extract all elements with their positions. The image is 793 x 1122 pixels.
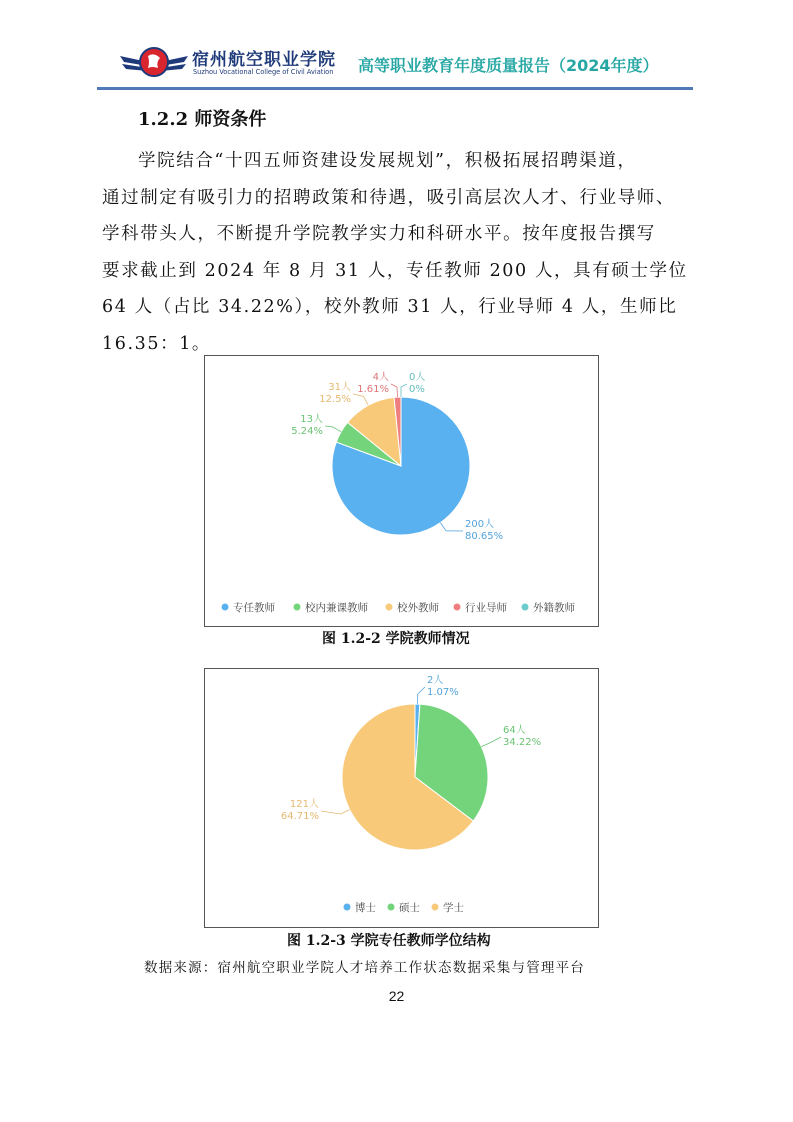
- paragraph-line: 64 人（占比 34.22%），校外教师 31 人，行业导师 4 人，生师比: [102, 297, 678, 317]
- legend-label: 博士: [355, 902, 376, 914]
- legend-marker: [386, 604, 393, 611]
- legend-label: 行业导师: [465, 602, 507, 614]
- data-label-percent: 12.5%: [319, 394, 351, 405]
- figure-caption: 图 1.2-2 学院教师情况: [322, 631, 470, 647]
- degree-structure-chart: [204, 668, 599, 928]
- data-label-count: 64人: [503, 725, 526, 736]
- legend-marker: [344, 904, 351, 911]
- legend-label: 外籍教师: [533, 602, 575, 614]
- label-leader-line: [353, 394, 368, 405]
- report-title: 高等职业教育年度质量报告（2024年度）: [358, 56, 659, 75]
- label-leader-line: [440, 523, 463, 531]
- data-label-count: 121人: [289, 799, 319, 810]
- degree-structure-pie: [205, 669, 598, 927]
- school-name-en: Suzhou Vocational College of Civil Aviation: [193, 68, 334, 76]
- teacher-composition-chart: [204, 355, 599, 627]
- data-label-percent: 34.22%: [503, 737, 542, 748]
- data-label-count: 0人: [409, 372, 426, 383]
- college-logo: [118, 40, 190, 84]
- data-label-percent: 0%: [409, 384, 425, 395]
- body-paragraph: [102, 143, 694, 362]
- data-source-note: 数据来源：宿州航空职业学院人才培养工作状态数据采集与管理平台: [144, 960, 585, 976]
- data-label-percent: 64.71%: [280, 811, 319, 822]
- data-label-percent: 1.61%: [357, 384, 389, 395]
- label-leader-line: [325, 426, 341, 432]
- legend-label: 硕士: [399, 902, 420, 914]
- label-leader-line: [418, 687, 426, 704]
- paragraph-line: 通过制定有吸引力的招聘政策和待遇，吸引高层次人才、行业导师、: [102, 187, 675, 208]
- legend-marker: [454, 604, 461, 611]
- teacher-composition-pie: [205, 356, 598, 626]
- paragraph-line: 要求截止到 2024 年 8 月 31 人，专任教师 200 人，具有硕士学位: [102, 260, 688, 281]
- data-label-percent: 5.24%: [291, 426, 323, 437]
- data-label-count: 2人: [427, 675, 444, 686]
- data-label-count: 31人: [328, 382, 351, 393]
- figure-caption: 图 1.2-3 学院专任教师学位结构: [287, 933, 491, 949]
- data-label-percent: 1.07%: [427, 687, 459, 698]
- section-heading: 1.2.2 师资条件: [138, 109, 267, 130]
- legend-marker: [522, 604, 529, 611]
- paragraph-line: 学科带头人，不断提升学院教学实力和科研水平。按年度报告撰写: [102, 224, 656, 244]
- legend-marker: [432, 904, 439, 911]
- paragraph-line: 学院结合“十四五师资建设发展规划”，积极拓展招聘渠道，: [138, 151, 637, 171]
- page-number: 22: [388, 988, 405, 1004]
- legend-label: 校内兼课教师: [305, 602, 368, 614]
- label-leader-line: [481, 737, 501, 747]
- label-leader-line: [321, 810, 350, 815]
- legend-label: 学士: [443, 902, 464, 914]
- data-label-count: 4人: [372, 372, 389, 383]
- school-name: 宿州航空职业学院: [192, 50, 336, 70]
- label-leader-line: [401, 384, 407, 397]
- data-label-percent: 80.65%: [465, 531, 504, 542]
- data-label-count: 13人: [300, 414, 323, 425]
- legend-marker: [222, 604, 229, 611]
- header-divider: [97, 87, 693, 90]
- legend-marker: [388, 904, 395, 911]
- paragraph-line: 16.35：1。: [102, 333, 212, 354]
- label-leader-line: [391, 384, 398, 397]
- data-label-count: 200人: [465, 519, 495, 530]
- legend-label: 校外教师: [397, 602, 439, 614]
- page-header: [0, 0, 793, 95]
- legend-marker: [294, 604, 301, 611]
- legend-label: 专任教师: [233, 602, 275, 614]
